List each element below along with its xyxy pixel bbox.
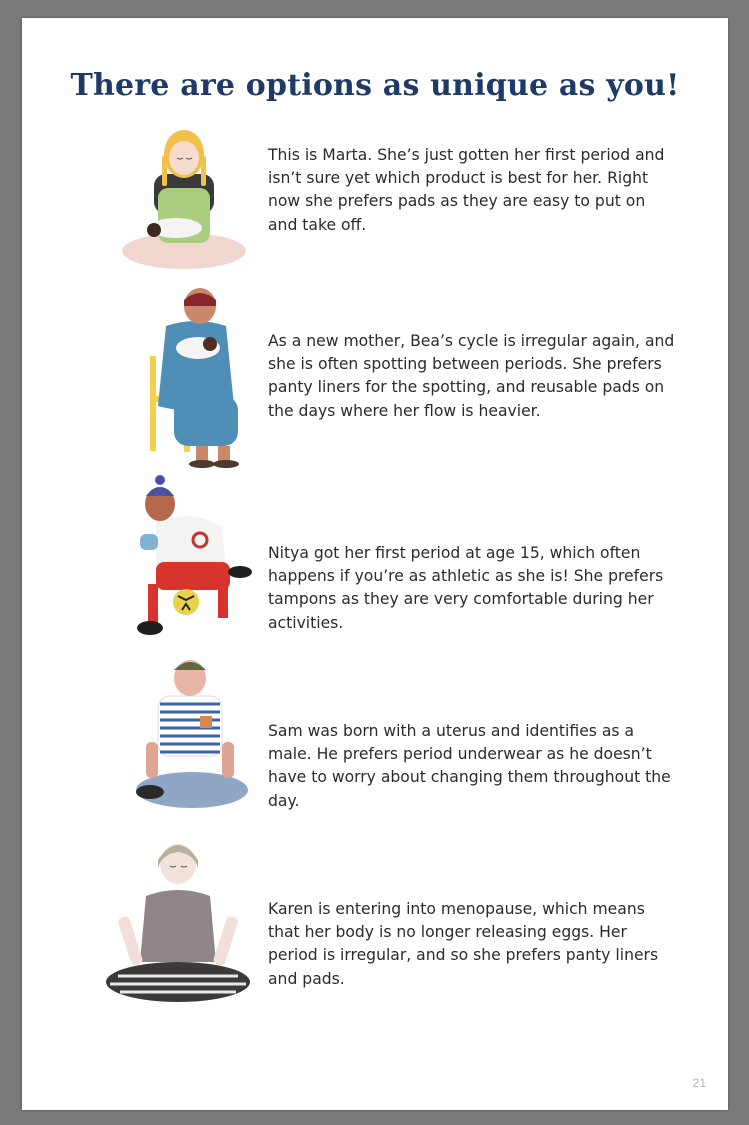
karen-meditating-cross-legged-illustration: [96, 836, 256, 1008]
karen-description: Karen is entering into menopause, which means that her body is no longer releasing eggs. Her period is irregular, and so she prefers panty liners and pads.: [268, 900, 659, 988]
sam-description: Sam was born with a uterus and identifies as a male. He prefers period underwear as he doesn’t have to worry about changing them throughout the day.: [268, 722, 671, 810]
bea-description: As a new mother, Bea’s cycle is irregular again, and she is often spotting between periods. She prefers panty liners for the spotting, and reusable pads on the days where her flow is heavier.: [268, 332, 675, 420]
marta-sitting-holding-cat-illustration: [114, 126, 254, 276]
page-title: There are options as unique as you!: [70, 68, 680, 103]
bea-holding-baby-on-chair-illustration: [144, 286, 254, 468]
marta-description: This is Marta. She’s just gotten her first period and isn’t sure yet which product is best for her. Right now she prefers pads as they are easy to put on and take off.: [268, 146, 665, 234]
sam-sitting-striped-shirt-illustration: [120, 652, 252, 828]
nitya-description: Nitya got her first period at age 15, which often happens if you’re as athletic as she is! She prefers tampons as they are very comfortable during her activities.: [268, 544, 664, 632]
booklet-page: [22, 18, 728, 1110]
page-number: 21: [692, 1076, 706, 1090]
nitya-athlete-with-soccer-ball-illustration: [126, 474, 258, 644]
